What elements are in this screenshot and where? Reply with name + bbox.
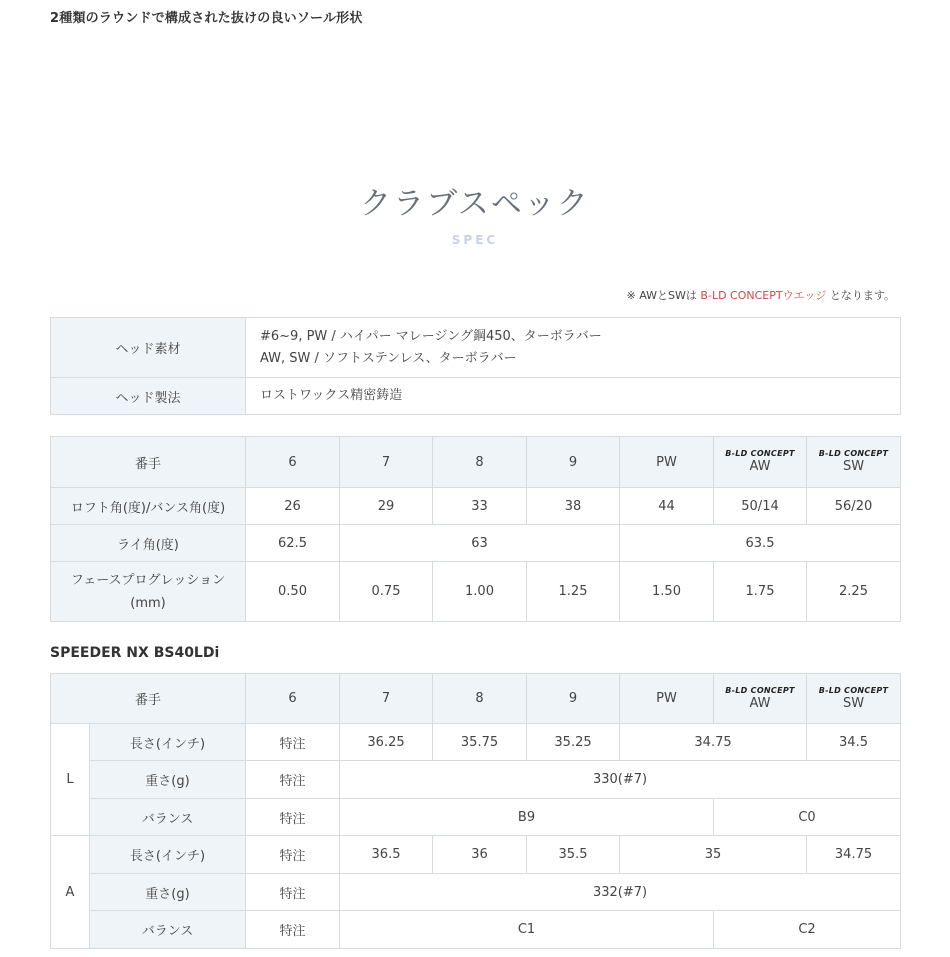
col-header-sw (807, 674, 901, 724)
wedge-note (627, 287, 895, 303)
col-header-7: 7 (340, 674, 433, 724)
balance-cell: C0 (714, 799, 901, 836)
special-order-cell: 特注 (246, 836, 340, 874)
length-cell: 35.75 (433, 724, 527, 761)
col-header-aw (714, 674, 807, 724)
fp-cell: 0.75 (340, 562, 433, 622)
club-spec-table (50, 436, 901, 622)
col-header-bango: 番手 (51, 437, 246, 488)
note-prefix: ※ AWとSWは (626, 289, 701, 302)
special-order-cell: 特注 (246, 799, 340, 836)
length-cell: 34.5 (807, 724, 901, 761)
loft-cell: 44 (620, 488, 714, 525)
balance-label: バランス (90, 799, 246, 836)
table-row (51, 761, 901, 799)
col-header-6: 6 (246, 674, 340, 724)
material-value (246, 318, 901, 378)
fp-cell: 1.50 (620, 562, 714, 622)
method-value: ロストワックス精密鋳造 (246, 378, 901, 415)
special-order-cell: 特注 (246, 874, 340, 911)
weight-label: 重さ(g) (90, 761, 246, 799)
loft-cell: 26 (246, 488, 340, 525)
lie-cell: 63 (340, 525, 620, 562)
lie-row (51, 525, 901, 562)
flex-l-label: L (51, 724, 90, 836)
fp-row (51, 562, 901, 622)
length-label: 長さ(インチ) (90, 836, 246, 874)
col-header-6: 6 (246, 437, 340, 488)
bld-concept-logo: B-LD CONCEPT (818, 685, 889, 695)
length-cell: 34.75 (620, 724, 807, 761)
table-row (51, 378, 901, 415)
length-cell: 34.75 (807, 836, 901, 874)
col-header-9: 9 (527, 674, 620, 724)
section-subtitle: SPEC (451, 233, 499, 247)
material-line-1: #6~9, PW / ハイパー マレージング鋼450、ターボラバー (260, 328, 602, 344)
table-row (51, 911, 901, 949)
fp-label-line-1: フェースプログレッション (70, 572, 226, 588)
bld-concept-logo: B-LD CONCEPT (818, 449, 889, 458)
length-cell: 36.5 (340, 836, 433, 874)
fp-cell: 0.50 (246, 562, 340, 622)
balance-label: バランス (90, 911, 246, 949)
length-label: 長さ(インチ) (90, 724, 246, 761)
length-cell: 36.25 (340, 724, 433, 761)
fp-label (51, 562, 246, 622)
header-row (51, 674, 901, 724)
material-line-2: AW, SW / ソフトステンレス、ターボラバー (260, 350, 517, 366)
shaft-spec-table (50, 673, 901, 949)
lie-cell: 62.5 (246, 525, 340, 562)
bld-concept-logo: B-LD CONCEPT (725, 449, 795, 458)
loft-cell: 38 (527, 488, 620, 525)
loft-label: ロフト角(度)/バンス角(度) (51, 488, 246, 525)
table-row (51, 799, 901, 836)
table-row (51, 318, 901, 378)
col-header-pw: PW (620, 437, 714, 488)
note-suffix: となります。 (826, 289, 895, 302)
table-row (51, 724, 901, 761)
weight-label: 重さ(g) (90, 874, 246, 911)
top-heading: 2種類のラウンドで構成された抜けの良いソール形状 (50, 11, 363, 26)
fp-label-line-2: (mm) (130, 595, 166, 611)
fp-cell: 2.25 (807, 562, 901, 622)
fp-cell: 1.25 (527, 562, 620, 622)
special-order-cell: 特注 (246, 761, 340, 799)
loft-cell: 50/14 (714, 488, 807, 525)
col-header-sw (807, 437, 901, 488)
length-cell: 35.25 (527, 724, 620, 761)
section-title: クラブスペック (360, 186, 590, 222)
table-row (51, 836, 901, 874)
col-header-8: 8 (433, 437, 527, 488)
col-header-9: 9 (527, 437, 620, 488)
aw-label: AW (749, 459, 771, 474)
note-highlight[interactable]: B-LD CONCEPTウエッジ (700, 289, 827, 302)
col-header-7: 7 (340, 437, 433, 488)
lie-cell: 63.5 (620, 525, 901, 562)
loft-cell: 29 (340, 488, 433, 525)
balance-cell: C2 (714, 911, 901, 949)
loft-row (51, 488, 901, 525)
material-label: ヘッド素材 (51, 318, 246, 378)
length-cell: 35.5 (527, 836, 620, 874)
weight-cell: 330(#7) (340, 761, 901, 799)
shaft-title: SPEEDER NX BS40LDi (50, 645, 220, 661)
table-row (51, 874, 901, 911)
balance-cell: B9 (340, 799, 714, 836)
balance-cell: C1 (340, 911, 714, 949)
special-order-cell: 特注 (246, 911, 340, 949)
aw-label: AW (749, 695, 771, 711)
loft-cell: 56/20 (807, 488, 901, 525)
weight-cell: 332(#7) (340, 874, 901, 911)
flex-a-label: A (51, 836, 90, 949)
fp-cell: 1.75 (714, 562, 807, 622)
col-header-bango: 番手 (51, 674, 246, 724)
sw-label: SW (842, 695, 865, 711)
header-row (51, 437, 901, 488)
lie-label: ライ角(度) (51, 525, 246, 562)
method-label: ヘッド製法 (51, 378, 246, 415)
head-spec-table (50, 317, 901, 415)
sw-label: SW (842, 459, 865, 474)
special-order-cell: 特注 (246, 724, 340, 761)
col-header-aw (714, 437, 807, 488)
bld-concept-logo: B-LD CONCEPT (725, 685, 795, 695)
col-header-pw: PW (620, 674, 714, 724)
fp-cell: 1.00 (433, 562, 527, 622)
loft-cell: 33 (433, 488, 527, 525)
length-cell: 36 (433, 836, 527, 874)
length-cell: 35 (620, 836, 807, 874)
col-header-8: 8 (433, 674, 527, 724)
